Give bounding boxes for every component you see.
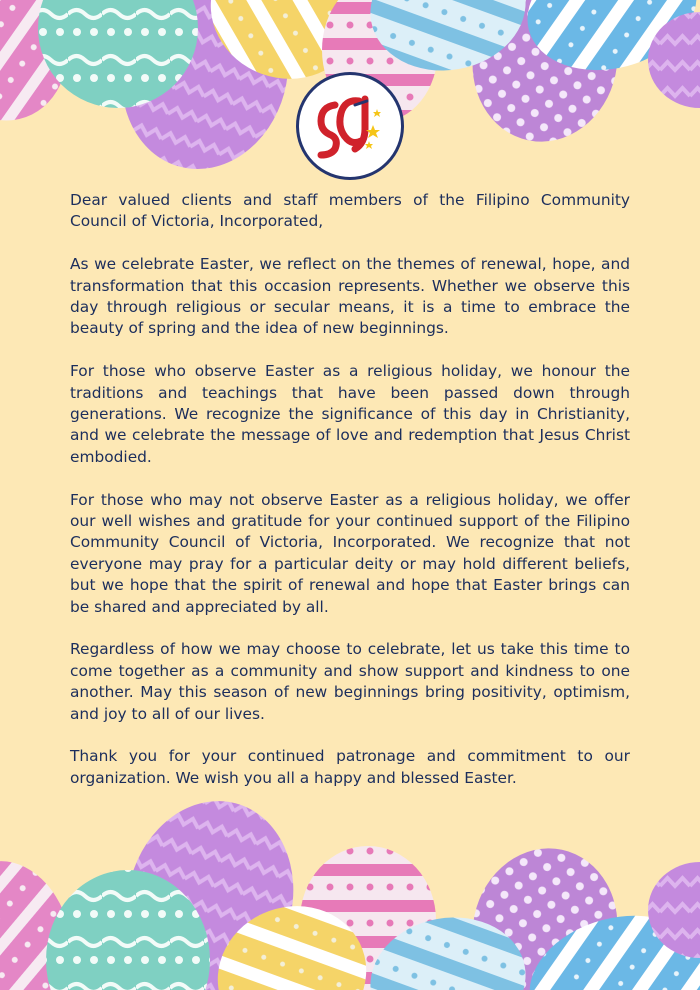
paragraph: For those who may not observe Easter as a religious holiday, we offer our well wishes and gratitude for your continued support of the Filipino Community Council of Victoria, Incorporated. We recognize that not everyone may pray for a particular deity or may hold different beliefs, but we hope that the spirit of renewal and hope that Easter brings can be shared and appreciated by all. bbox=[70, 490, 630, 616]
paragraph: For those who observe Easter as a religious holiday, we honour the traditions and teachings that have been passed down through generations. We recognize the significance of this day in Christianity, and we celebrate the message of love and redemption that Jesus Christ embodied. bbox=[70, 362, 630, 466]
salutation: Dear valued clients and staff members of the Filipino Community Council of Victoria, Incorporated, bbox=[70, 191, 630, 231]
paragraph: Thank you for your continued patronage and commitment to our organization. We wish you all a happy and blessed Easter. bbox=[70, 747, 630, 787]
fccv-logo-icon bbox=[296, 72, 404, 180]
paragraph: Regardless of how we may choose to celebrate, let us take this time to come together as a community and show support and kindness to one another. May this season of new beginnings bring positivity, optimism, and joy to all of our lives. bbox=[70, 640, 630, 723]
bottom-egg-decoration bbox=[0, 790, 700, 990]
letter-body bbox=[70, 190, 630, 811]
paragraph: As we celebrate Easter, we reflect on the themes of renewal, hope, and transformation that this occasion represents. Whether we observe this day through religious or secular means, it is a time to embrace the beauty of spring and the idea of new beginnings. bbox=[70, 255, 630, 338]
